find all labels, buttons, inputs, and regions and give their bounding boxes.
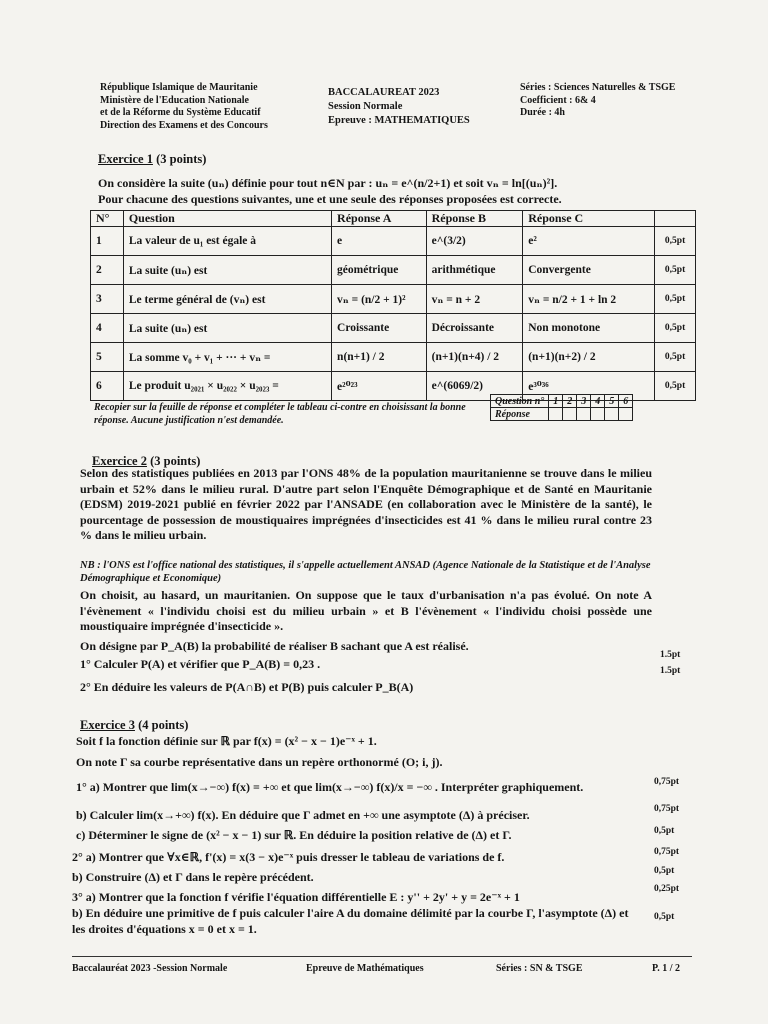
exercise-1-instruction: Pour chacune des questions suivantes, une et une seule des réponses proposées est correcte. [98, 192, 562, 206]
qcm-row: 4 La suite (uₙ) est Croissante Décroissante Non monotone 0,5pt [91, 314, 696, 343]
exercise-3-intro-1: Soit f la fonction définie sur ℝ par f(x) = (x² − x − 1)e⁻ˣ + 1. [76, 734, 377, 748]
qcm-row: 5 La somme v₀ + v₁ + ··· + vₙ = n(n+1) / 2 (n+1)(n+4) / 2 (n+1)(n+2) / 2 0,5pt [91, 343, 696, 372]
exercise-2-title: Exercice 2 (3 points) [92, 454, 201, 468]
qcm-row: 2 La suite (uₙ) est géométrique arithmétique Convergente 0,5pt [91, 256, 696, 285]
exercise-3-item-points: 0,75pt [654, 847, 680, 857]
exercise-1-intro: On considère la suite (uₙ) définie pour tout n∈N par : uₙ = e^(n/2+1) et soit vₙ = ln[(uₙ)²]. [98, 176, 558, 190]
footer-session: Baccalauréat 2023 -Session Normale [72, 963, 228, 974]
exercise-3-item-points: 0,5pt [654, 866, 675, 876]
answer-grid: Question n° 1 2 3 4 5 6 Réponse [490, 394, 633, 421]
exercise-2-definition: On désigne par P_A(B) la probabilité de réaliser B sachant que A est réalisé. [80, 639, 469, 653]
exercise-3-title: Exercice 3 (4 points) [80, 718, 189, 732]
exercise-3-item: 1° a) Montrer que lim(x→−∞) f(x) = +∞ et que lim(x→−∞) f(x)/x = −∞ . Interpréter graphiquement. [76, 780, 584, 794]
footer-series: Séries : SN & TSGE [496, 963, 583, 974]
exercise-3-item-points: 0,25pt [654, 884, 680, 894]
exercise-3-item-points: 0,75pt [654, 777, 680, 787]
exercise-3-item: b) Calculer lim(x→+∞) f(x). En déduire que Γ admet en +∞ une asymptote (Δ) à préciser. [76, 808, 530, 822]
qcm-row: 1 La valeur de u₁ est égale à e e^(3/2) e² 0,5pt [91, 227, 696, 256]
exercise-3-intro-2: On note Γ sa courbe représentative dans un repère orthonormé (O; i, j). [76, 755, 443, 769]
exercise-3-item: c) Déterminer le signe de (x² − x − 1) sur ℝ. En déduire la position relative de (Δ) et Γ. [76, 828, 512, 842]
exercise-1-title: Exercice 1 (3 points) [98, 152, 207, 166]
qcm-table [90, 210, 696, 401]
exercise-2-note: NB : l'ONS est l'office national des statistiques, il s'appelle actuellement ANSAD (Agence Nationale de la Statistique et de l'Analyse Démographique et Economique) [80, 560, 651, 584]
exercise-3-item: b) En déduire une primitive de f puis calculer l'aire A du domaine délimité par la courbe Γ, l'asymptote (Δ) et les droites d'équations x = 0 et x = 1. [72, 906, 629, 936]
exercise-3-item-points: 0,75pt [654, 804, 680, 814]
exercise-3-item: 3° a) Montrer que la fonction f vérifie l'équation différentielle E : y'' + 2y' + y = 2e⁻ˣ + 1 [72, 890, 520, 904]
qcm-row: 3 Le terme général de (vₙ) est vₙ = (n/2 + 1)² vₙ = n + 2 vₙ = n/2 + 1 + ln 2 0,5pt [91, 285, 696, 314]
exercise-3-item: 2° a) Montrer que ∀x∈ℝ, f'(x) = x(3 − x)e⁻ˣ puis dresser le tableau de variations de f. [72, 850, 505, 864]
exercise-3-item: b) Construire (Δ) et Γ dans le repère précédent. [72, 870, 314, 884]
copy-instruction: Recopier sur la feuille de réponse et compléter le tableau ci-contre en choisissant la bonne réponse. Aucune justification n'est demandée. [94, 402, 466, 426]
exercise-3-item-points: 0,5pt [654, 826, 675, 836]
exercise-3-item-points: 0,5pt [654, 912, 675, 922]
qcm-row: 6 Le produit u₂₀₂₁ × u₂₀₂₂ × u₂₀₂₃ = e²⁰²³ e^(6069/2) e³⁰³⁶ 0,5pt [91, 372, 696, 401]
footer-subject: Epreuve de Mathématiques [306, 963, 424, 974]
qcm-header-row: N° Question Réponse A Réponse B Réponse C [91, 211, 696, 227]
exercise-2-question-1: 1° Calculer P(A) et vérifier que P_A(B) = 0,23 . [80, 657, 321, 671]
header-exam: BACCALAUREAT 2023 Session Normale Epreuve : MATHEMATIQUES [328, 87, 470, 126]
exercise-2-question-2: 2° En déduire les valeurs de P(A∩B) et P(B) puis calculer P_B(A) [80, 680, 414, 694]
exercise-2-question-2-points: 1.5pt [660, 666, 681, 676]
exercise-2-setup: On choisit, au hasard, un mauritanien. On suppose que le taux d'urbanisation n'a pas évolué. On note A l'évènement « l'individu choisi est du milieu urbain » et B l'évènement « l'individu choisi possède une moustiquaire imprégnée d'insecticide ». [80, 588, 652, 633]
footer-rule [72, 956, 692, 957]
page-number: P. 1 / 2 [652, 963, 680, 974]
exercise-2-statement: Selon des statistiques publiées en 2013 par l'ONS 48% de la population mauritanienne se trouve dans le milieu urbain et 52% dans le milieu rural. D'autre part selon l'Enquête Démographique et de Santé en Mauritanie (EDSM) 2019-2021 publié en février 2022 par l'ANSADE (en collaboration avec le Ministère de la santé), le pourcentage de possession de moustiquaires imprégnées d'insecticides est 41 % dans le milieu rural contre 23 % dans le milieu urbain. [80, 466, 652, 542]
exercise-2-question-1-points: 1.5pt [660, 650, 681, 660]
header-institution: République Islamique de Mauritanie Ministère de l'Education Nationale et de la Réforme du Système Educatif Direction des Examens et des Concours [100, 82, 268, 131]
header-series: Séries : Sciences Naturelles & TSGE Coefficient : 6& 4 Durée : 4h [520, 82, 676, 118]
